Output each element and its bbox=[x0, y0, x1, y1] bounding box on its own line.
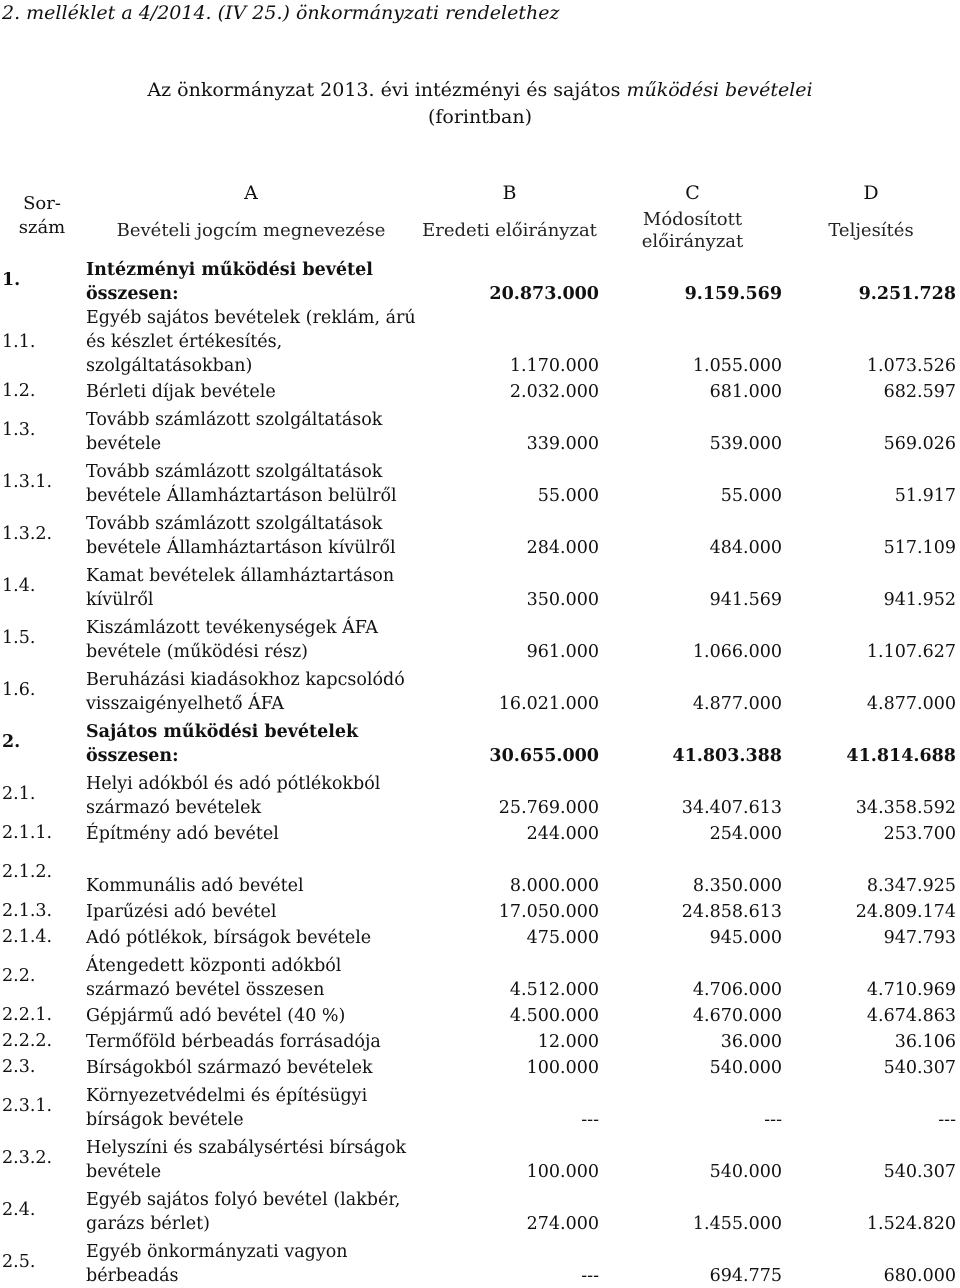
table-row bbox=[0, 1184, 958, 1236]
row-number: 2. bbox=[2, 732, 21, 752]
value-original: 475.000 bbox=[526, 928, 599, 948]
value-actual: 4.877.000 bbox=[866, 694, 956, 714]
table-row bbox=[0, 924, 958, 950]
row-number: 1.2. bbox=[2, 381, 36, 401]
value-original: 8.000.000 bbox=[509, 876, 599, 896]
sorszam-header: Sor-szám bbox=[18, 193, 66, 238]
column-name-b: Eredeti előirányzat bbox=[422, 220, 597, 241]
row-label: Sajátos működési bevételek összesen: bbox=[86, 722, 359, 766]
column-name-d: Teljesítés bbox=[828, 220, 914, 241]
value-original: 961.000 bbox=[526, 642, 599, 662]
value-modified: 4.877.000 bbox=[692, 694, 782, 714]
value-modified: 540.000 bbox=[709, 1162, 782, 1182]
row-label: Környezetvédelmi és építésügyi bírságok bevétele bbox=[86, 1086, 368, 1130]
row-number: 2.2.1. bbox=[2, 1005, 53, 1025]
value-modified: 540.000 bbox=[709, 1058, 782, 1078]
value-original: 2.032.000 bbox=[509, 382, 599, 402]
value-original: 25.769.000 bbox=[498, 798, 599, 818]
value-actual: 8.347.925 bbox=[866, 876, 956, 896]
row-label: Kommunális adó bevétel bbox=[86, 876, 304, 896]
table-row bbox=[0, 950, 958, 1002]
column-letter-a: A bbox=[244, 182, 258, 204]
value-actual: 680.000 bbox=[883, 1266, 956, 1286]
row-number: 2.5. bbox=[2, 1252, 36, 1272]
value-modified: 681.000 bbox=[709, 382, 782, 402]
value-modified: 1.455.000 bbox=[692, 1214, 782, 1234]
value-original: 274.000 bbox=[526, 1214, 599, 1234]
row-label: Gépjármű adó bevétel (40 %) bbox=[86, 1006, 346, 1026]
value-actual: 569.026 bbox=[883, 434, 956, 454]
row-label: Építmény adó bevétel bbox=[86, 824, 279, 844]
value-actual: 4.674.863 bbox=[866, 1006, 956, 1026]
row-number: 2.1.3. bbox=[2, 901, 53, 921]
row-label: Beruházási kiadásokhoz kapcsolódó visszaigényelhető ÁFA bbox=[86, 670, 405, 714]
value-original: 100.000 bbox=[526, 1058, 599, 1078]
table-row bbox=[0, 1054, 958, 1080]
value-actual: 540.307 bbox=[883, 1162, 956, 1182]
table-row bbox=[0, 846, 958, 898]
table-row bbox=[0, 664, 958, 716]
value-modified: 1.066.000 bbox=[692, 642, 782, 662]
value-original: --- bbox=[581, 1110, 599, 1130]
value-actual: 517.109 bbox=[883, 538, 956, 558]
revenue-table bbox=[0, 178, 958, 1288]
value-original: --- bbox=[581, 1266, 599, 1286]
row-number: 2.1. bbox=[2, 784, 36, 804]
value-original: 12.000 bbox=[537, 1032, 599, 1052]
table-row bbox=[0, 768, 958, 820]
value-actual: 1.073.526 bbox=[866, 356, 956, 376]
table-row bbox=[0, 820, 958, 846]
value-actual: 34.358.592 bbox=[855, 798, 956, 818]
row-label: Kamat bevételek államháztartáson kívülről bbox=[86, 566, 395, 610]
row-number: 1.3.1. bbox=[2, 472, 53, 492]
value-original: 30.655.000 bbox=[489, 746, 599, 766]
value-actual: 36.106 bbox=[894, 1032, 956, 1052]
value-modified: 941.569 bbox=[709, 590, 782, 610]
value-actual: 1.107.627 bbox=[866, 642, 956, 662]
table-row bbox=[0, 898, 958, 924]
value-modified: 8.350.000 bbox=[692, 876, 782, 896]
row-label: Egyéb sajátos folyó bevétel (lakbér, garázs bérlet) bbox=[86, 1190, 401, 1234]
value-original: 55.000 bbox=[537, 486, 599, 506]
value-modified: 4.670.000 bbox=[692, 1006, 782, 1026]
row-number: 1.4. bbox=[2, 576, 36, 596]
header-note: 2. melléklet a 4/2014. (IV 25.) önkormányzati rendelethez bbox=[2, 2, 560, 24]
column-name-c: Módosított előirányzat bbox=[641, 209, 744, 252]
title-line1-a: Az önkormányzat 2013. évi intézményi és sajátos bbox=[147, 79, 627, 101]
row-number: 2.2. bbox=[2, 966, 36, 986]
table-body bbox=[0, 254, 958, 1288]
value-actual: 24.809.174 bbox=[855, 902, 956, 922]
value-original: 100.000 bbox=[526, 1162, 599, 1182]
row-number: 2.1.2. bbox=[2, 862, 53, 882]
row-label: Egyéb sajátos bevételek (reklám, árú és készlet értékesítés, szolgáltatásokban) bbox=[86, 308, 416, 376]
value-actual: 9.251.728 bbox=[858, 284, 956, 304]
value-modified: 254.000 bbox=[709, 824, 782, 844]
title-line1-b: működési bevételei bbox=[626, 79, 813, 101]
row-label: Helyi adókból és adó pótlékokból származó bevételek bbox=[86, 774, 381, 818]
value-modified: 1.055.000 bbox=[692, 356, 782, 376]
value-modified: 945.000 bbox=[709, 928, 782, 948]
value-modified: 694.775 bbox=[709, 1266, 782, 1286]
table-row bbox=[0, 404, 958, 456]
value-actual: 1.524.820 bbox=[866, 1214, 956, 1234]
row-label: Bérleti díjak bevétele bbox=[86, 382, 276, 402]
row-label: Tovább számlázott szolgáltatások bevétele Államháztartáson kívülről bbox=[86, 514, 396, 558]
row-label: Bírságokból származó bevételek bbox=[86, 1058, 373, 1078]
value-original: 284.000 bbox=[526, 538, 599, 558]
column-name-row bbox=[0, 208, 958, 254]
table-row bbox=[0, 716, 958, 768]
value-modified: 539.000 bbox=[709, 434, 782, 454]
value-actual: 682.597 bbox=[883, 382, 956, 402]
row-number: 2.3.1. bbox=[2, 1096, 53, 1116]
value-modified: 24.858.613 bbox=[681, 902, 782, 922]
row-number: 2.3. bbox=[2, 1057, 36, 1077]
row-number: 2.4. bbox=[2, 1200, 36, 1220]
table-row bbox=[0, 1002, 958, 1028]
column-name-a: Bevételi jogcím megnevezése bbox=[116, 220, 386, 241]
row-label: Kiszámlázott tevékenységek ÁFA bevétele (működési rész) bbox=[86, 618, 379, 662]
value-actual: 41.814.688 bbox=[846, 746, 956, 766]
table-row bbox=[0, 612, 958, 664]
value-modified: 36.000 bbox=[720, 1032, 782, 1052]
title-line2: (forintban) bbox=[427, 106, 533, 128]
column-letter-b: B bbox=[502, 182, 517, 204]
table-row bbox=[0, 1236, 958, 1288]
value-original: 1.170.000 bbox=[509, 356, 599, 376]
value-original: 4.512.000 bbox=[509, 980, 599, 1000]
value-actual: 51.917 bbox=[894, 486, 956, 506]
table-row bbox=[0, 306, 958, 378]
value-original: 339.000 bbox=[526, 434, 599, 454]
value-modified: 9.159.569 bbox=[684, 284, 782, 304]
table-row bbox=[0, 560, 958, 612]
row-number: 2.3.2. bbox=[2, 1148, 53, 1168]
table-row bbox=[0, 1132, 958, 1184]
value-original: 17.050.000 bbox=[498, 902, 599, 922]
row-label: Tovább számlázott szolgáltatások bevétele Államháztartáson belülről bbox=[86, 462, 397, 506]
value-actual: 4.710.969 bbox=[866, 980, 956, 1000]
row-number: 1.5. bbox=[2, 628, 36, 648]
table-row bbox=[0, 1028, 958, 1054]
row-label: Iparűzési adó bevétel bbox=[86, 902, 277, 922]
row-label: Helyszíni és szabálysértési bírságok bevétele bbox=[86, 1138, 407, 1182]
value-original: 350.000 bbox=[526, 590, 599, 610]
value-modified: 34.407.613 bbox=[681, 798, 782, 818]
row-label: Átengedett központi adókból származó bevétel összesen bbox=[86, 956, 342, 1000]
value-actual: 941.952 bbox=[883, 590, 956, 610]
value-original: 16.021.000 bbox=[498, 694, 599, 714]
table-row bbox=[0, 254, 958, 306]
column-letter-c: C bbox=[685, 182, 700, 204]
row-number: 1.3.2. bbox=[2, 524, 53, 544]
table-row bbox=[0, 1080, 958, 1132]
value-modified: 484.000 bbox=[709, 538, 782, 558]
document-title bbox=[0, 77, 960, 131]
value-actual: 540.307 bbox=[883, 1058, 956, 1078]
value-actual: --- bbox=[938, 1110, 956, 1130]
row-number: 1.3. bbox=[2, 420, 36, 440]
column-letter-d: D bbox=[863, 182, 879, 204]
value-actual: 947.793 bbox=[883, 928, 956, 948]
row-number: 2.2.2. bbox=[2, 1031, 53, 1051]
value-modified: --- bbox=[764, 1110, 782, 1130]
value-modified: 4.706.000 bbox=[692, 980, 782, 1000]
column-letter-row bbox=[0, 178, 958, 208]
row-label: Intézményi működési bevétel összesen: bbox=[86, 260, 373, 304]
row-label: Tovább számlázott szolgáltatások bevétele bbox=[86, 410, 383, 454]
value-original: 20.873.000 bbox=[489, 284, 599, 304]
value-modified: 55.000 bbox=[720, 486, 782, 506]
row-label: Termőföld bérbeadás forrásadója bbox=[86, 1032, 381, 1052]
table-row bbox=[0, 508, 958, 560]
value-actual: 253.700 bbox=[883, 824, 956, 844]
row-number: 1. bbox=[2, 270, 21, 290]
table-row bbox=[0, 456, 958, 508]
value-original: 244.000 bbox=[526, 824, 599, 844]
row-number: 1.6. bbox=[2, 680, 36, 700]
row-label: Adó pótlékok, bírságok bevétele bbox=[86, 928, 372, 948]
value-modified: 41.803.388 bbox=[672, 746, 782, 766]
row-number: 2.1.4. bbox=[2, 927, 53, 947]
table-row bbox=[0, 378, 958, 404]
row-number: 2.1.1. bbox=[2, 823, 53, 843]
value-original: 4.500.000 bbox=[509, 1006, 599, 1026]
row-label: Egyéb önkormányzati vagyon bérbeadás bbox=[86, 1242, 348, 1286]
row-number: 1.1. bbox=[2, 332, 36, 352]
